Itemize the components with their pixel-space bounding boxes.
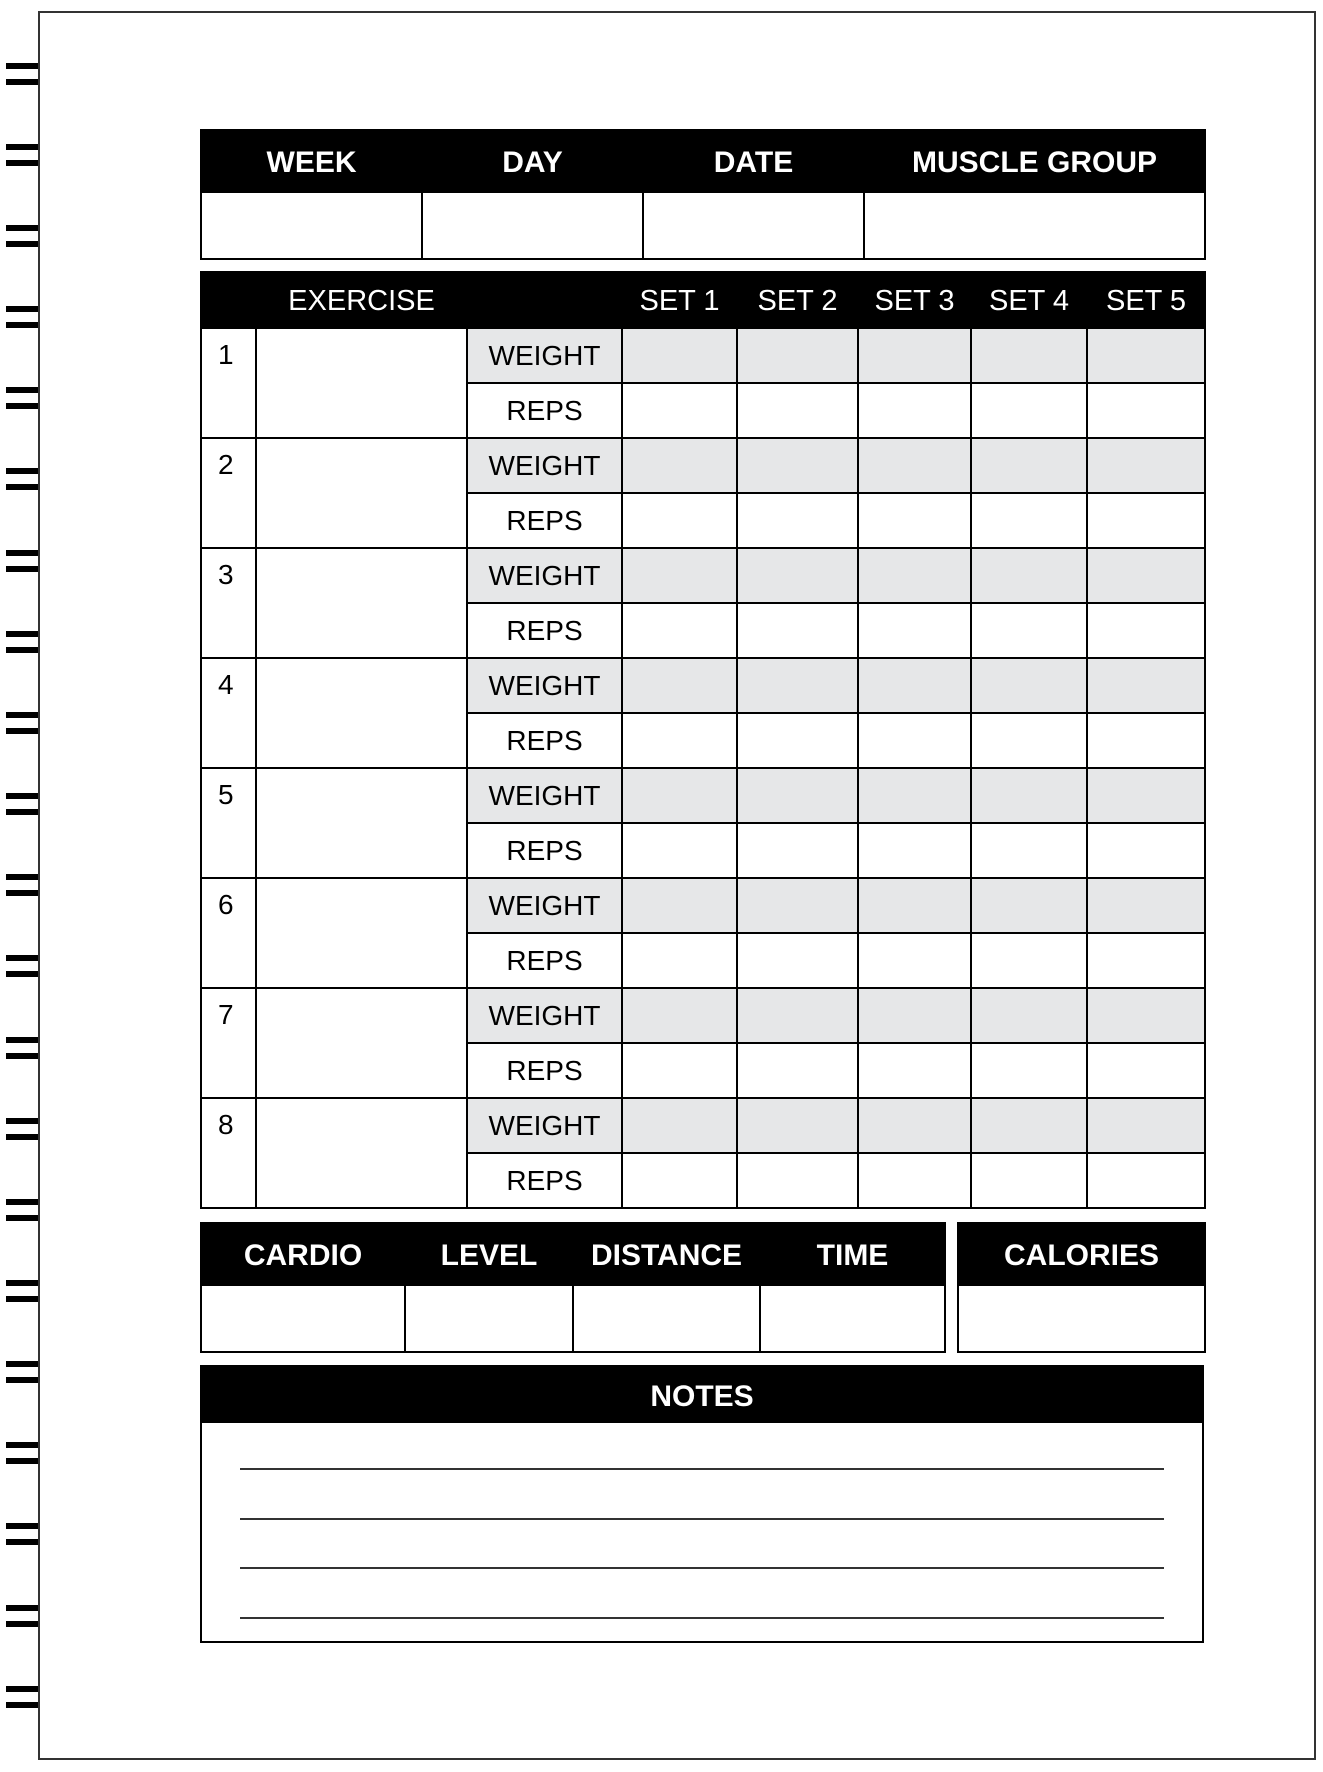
exercise-weight-row <box>201 768 1205 823</box>
reps-label: REPS <box>467 1153 622 1208</box>
set-1-reps-field[interactable] <box>622 383 737 438</box>
calories-field[interactable] <box>958 1285 1205 1352</box>
exercise-number: 1 <box>201 328 256 438</box>
exercise-number: 2 <box>201 438 256 548</box>
set-5-reps-field[interactable] <box>1087 823 1205 878</box>
notes-line[interactable] <box>240 1567 1164 1569</box>
set-3-weight-field[interactable] <box>858 1098 971 1153</box>
set-2-reps-field[interactable] <box>737 933 858 988</box>
cardio-header: CARDIO <box>201 1223 405 1285</box>
set-2-weight-field[interactable] <box>737 768 858 823</box>
set-2-weight-field[interactable] <box>737 548 858 603</box>
weight-label: WEIGHT <box>467 768 622 823</box>
set-3-reps-field[interactable] <box>858 713 971 768</box>
calories-table <box>957 1222 1206 1353</box>
set-3-header: SET 3 <box>858 272 971 328</box>
reps-label: REPS <box>467 823 622 878</box>
reps-label: REPS <box>467 603 622 658</box>
calories-header: CALORIES <box>958 1223 1205 1285</box>
set-4-reps-field[interactable] <box>971 1153 1087 1208</box>
label-header <box>467 272 622 328</box>
date-field[interactable] <box>643 192 864 259</box>
exercise-weight-row <box>201 658 1205 713</box>
set-5-weight-field[interactable] <box>1087 328 1205 383</box>
reps-label: REPS <box>467 383 622 438</box>
set-5-weight-field[interactable] <box>1087 658 1205 713</box>
set-5-reps-field[interactable] <box>1087 383 1205 438</box>
notes-title: NOTES <box>202 1367 1202 1423</box>
set-1-weight-field[interactable] <box>622 768 737 823</box>
set-5-weight-field[interactable] <box>1087 438 1205 493</box>
set-3-reps-field[interactable] <box>858 603 971 658</box>
exercise-weight-row <box>201 548 1205 603</box>
session-info-table <box>200 129 1206 260</box>
day-header: DAY <box>422 130 643 192</box>
set-2-weight-field[interactable] <box>737 658 858 713</box>
set-3-reps-field[interactable] <box>858 933 971 988</box>
set-5-reps-field[interactable] <box>1087 713 1205 768</box>
reps-label: REPS <box>467 1043 622 1098</box>
set-5-reps-field[interactable] <box>1087 1043 1205 1098</box>
weight-label: WEIGHT <box>467 658 622 713</box>
set-4-weight-field[interactable] <box>971 988 1087 1043</box>
set-3-weight-field[interactable] <box>858 328 971 383</box>
exercise-name-field[interactable] <box>256 878 467 988</box>
exercise-table <box>200 271 1206 1209</box>
exercise-number: 3 <box>201 548 256 658</box>
set-2-reps-field[interactable] <box>737 1043 858 1098</box>
set-1-reps-field[interactable] <box>622 823 737 878</box>
week-header: WEEK <box>201 130 422 192</box>
set-2-reps-field[interactable] <box>737 383 858 438</box>
set-2-reps-field[interactable] <box>737 713 858 768</box>
set-3-weight-field[interactable] <box>858 988 971 1043</box>
day-field[interactable] <box>422 192 643 259</box>
notes-line[interactable] <box>240 1617 1164 1619</box>
distance-field[interactable] <box>573 1285 760 1352</box>
set-2-weight-field[interactable] <box>737 878 858 933</box>
set-1-header: SET 1 <box>622 272 737 328</box>
set-5-reps-field[interactable] <box>1087 603 1205 658</box>
set-4-reps-field[interactable] <box>971 493 1087 548</box>
exercise-weight-row <box>201 328 1205 383</box>
notes-line[interactable] <box>240 1518 1164 1520</box>
set-3-weight-field[interactable] <box>858 548 971 603</box>
set-5-reps-field[interactable] <box>1087 1153 1205 1208</box>
distance-header: DISTANCE <box>573 1223 760 1285</box>
set-1-reps-field[interactable] <box>622 933 737 988</box>
weight-label: WEIGHT <box>467 548 622 603</box>
set-5-weight-field[interactable] <box>1087 768 1205 823</box>
weight-label: WEIGHT <box>467 328 622 383</box>
exercise-number: 7 <box>201 988 256 1098</box>
set-4-header: SET 4 <box>971 272 1087 328</box>
reps-label: REPS <box>467 493 622 548</box>
set-2-reps-field[interactable] <box>737 493 858 548</box>
set-3-weight-field[interactable] <box>858 438 971 493</box>
exercise-number: 6 <box>201 878 256 988</box>
exercise-header: EXERCISE <box>201 272 467 328</box>
exercise-weight-row <box>201 988 1205 1043</box>
set-3-reps-field[interactable] <box>858 493 971 548</box>
weight-label: WEIGHT <box>467 438 622 493</box>
reps-label: REPS <box>467 713 622 768</box>
set-5-reps-field[interactable] <box>1087 493 1205 548</box>
exercise-number: 4 <box>201 658 256 768</box>
set-4-weight-field[interactable] <box>971 328 1087 383</box>
set-5-weight-field[interactable] <box>1087 878 1205 933</box>
set-5-header: SET 5 <box>1087 272 1205 328</box>
notes-line[interactable] <box>240 1468 1164 1470</box>
weight-label: WEIGHT <box>467 1098 622 1153</box>
set-1-weight-field[interactable] <box>622 548 737 603</box>
exercise-name-field[interactable] <box>256 768 467 878</box>
exercise-number: 5 <box>201 768 256 878</box>
set-2-reps-field[interactable] <box>737 823 858 878</box>
level-field[interactable] <box>405 1285 573 1352</box>
set-2-weight-field[interactable] <box>737 988 858 1043</box>
exercise-number: 8 <box>201 1098 256 1208</box>
set-5-weight-field[interactable] <box>1087 548 1205 603</box>
date-header: DATE <box>643 130 864 192</box>
weight-label: WEIGHT <box>467 878 622 933</box>
time-field[interactable] <box>760 1285 945 1352</box>
set-3-weight-field[interactable] <box>858 878 971 933</box>
exercise-weight-row <box>201 1098 1205 1153</box>
set-1-reps-field[interactable] <box>622 603 737 658</box>
exercise-name-field[interactable] <box>256 438 467 548</box>
exercise-name-field[interactable] <box>256 658 467 768</box>
cardio-field[interactable] <box>201 1285 405 1352</box>
set-4-weight-field[interactable] <box>971 768 1087 823</box>
set-2-reps-field[interactable] <box>737 603 858 658</box>
set-5-reps-field[interactable] <box>1087 933 1205 988</box>
exercise-name-field[interactable] <box>256 1098 467 1208</box>
exercise-weight-row <box>201 878 1205 933</box>
exercise-name-field[interactable] <box>256 548 467 658</box>
set-4-reps-field[interactable] <box>971 603 1087 658</box>
set-4-weight-field[interactable] <box>971 658 1087 713</box>
set-2-weight-field[interactable] <box>737 1098 858 1153</box>
set-4-reps-field[interactable] <box>971 823 1087 878</box>
set-3-weight-field[interactable] <box>858 768 971 823</box>
set-4-reps-field[interactable] <box>971 383 1087 438</box>
set-5-weight-field[interactable] <box>1087 1098 1205 1153</box>
set-2-weight-field[interactable] <box>737 438 858 493</box>
set-2-weight-field[interactable] <box>737 328 858 383</box>
set-3-reps-field[interactable] <box>858 383 971 438</box>
notes-section <box>200 1365 1204 1643</box>
set-4-reps-field[interactable] <box>971 713 1087 768</box>
muscle-group-field[interactable] <box>864 192 1205 259</box>
exercise-name-field[interactable] <box>256 328 467 438</box>
set-4-weight-field[interactable] <box>971 548 1087 603</box>
set-2-header: SET 2 <box>737 272 858 328</box>
set-3-reps-field[interactable] <box>858 1043 971 1098</box>
set-1-weight-field[interactable] <box>622 658 737 713</box>
set-3-weight-field[interactable] <box>858 658 971 713</box>
set-1-weight-field[interactable] <box>622 1098 737 1153</box>
set-5-weight-field[interactable] <box>1087 988 1205 1043</box>
set-4-reps-field[interactable] <box>971 933 1087 988</box>
set-1-reps-field[interactable] <box>622 493 737 548</box>
set-1-reps-field[interactable] <box>622 1153 737 1208</box>
set-1-weight-field[interactable] <box>622 878 737 933</box>
set-1-weight-field[interactable] <box>622 988 737 1043</box>
reps-label: REPS <box>467 933 622 988</box>
week-field[interactable] <box>201 192 422 259</box>
set-4-reps-field[interactable] <box>971 1043 1087 1098</box>
set-4-weight-field[interactable] <box>971 878 1087 933</box>
set-4-weight-field[interactable] <box>971 438 1087 493</box>
cardio-table <box>200 1222 946 1353</box>
set-3-reps-field[interactable] <box>858 1153 971 1208</box>
exercise-weight-row <box>201 438 1205 493</box>
set-1-weight-field[interactable] <box>622 328 737 383</box>
set-2-reps-field[interactable] <box>737 1153 858 1208</box>
weight-label: WEIGHT <box>467 988 622 1043</box>
set-1-reps-field[interactable] <box>622 713 737 768</box>
set-1-weight-field[interactable] <box>622 438 737 493</box>
set-1-reps-field[interactable] <box>622 1043 737 1098</box>
time-header: TIME <box>760 1223 945 1285</box>
exercise-name-field[interactable] <box>256 988 467 1098</box>
level-header: LEVEL <box>405 1223 573 1285</box>
muscle-group-header: MUSCLE GROUP <box>864 130 1205 192</box>
set-3-reps-field[interactable] <box>858 823 971 878</box>
set-4-weight-field[interactable] <box>971 1098 1087 1153</box>
